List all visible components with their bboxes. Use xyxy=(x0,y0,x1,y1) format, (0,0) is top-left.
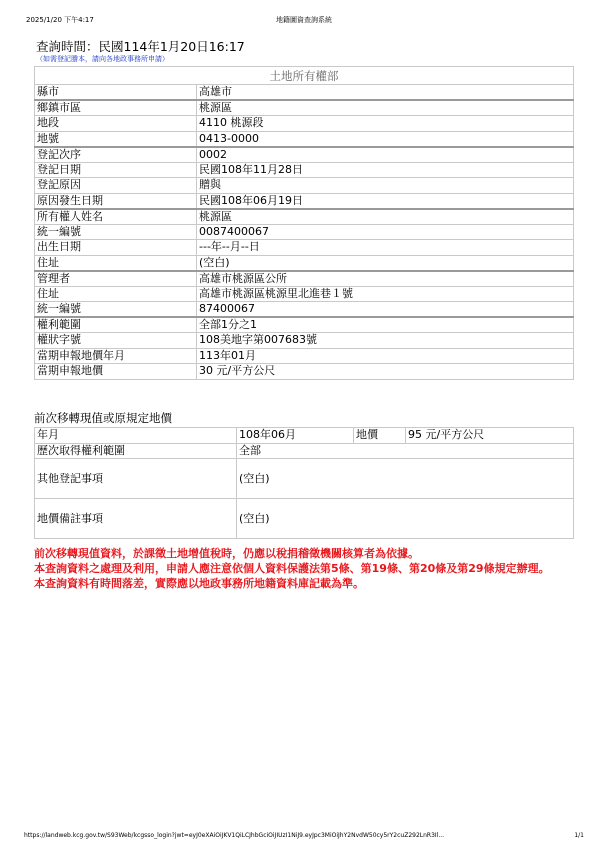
print-title: 地籍圖資查詢系統 xyxy=(276,16,332,24)
table-row xyxy=(35,240,574,256)
table-title: 土地所有權部 xyxy=(35,67,574,85)
row-value: 贈與 xyxy=(197,178,574,194)
row-value: 0002 xyxy=(197,147,574,163)
query-note: （如需登記謄本，請向各地政事務所申請） xyxy=(36,55,169,63)
row-label: 當期申報地價 xyxy=(35,364,197,380)
page-number: 1/1 xyxy=(574,832,584,839)
row-value: 民國108年06月19日 xyxy=(197,193,574,209)
table-row xyxy=(35,224,574,240)
year-month-value: 108年06月 xyxy=(237,428,354,444)
row-label: 登記日期 xyxy=(35,162,197,178)
price-value: 95 元/平方公尺 xyxy=(406,428,574,444)
table-row xyxy=(35,333,574,349)
row-label: 所有權人姓名 xyxy=(35,209,197,225)
notes xyxy=(34,546,574,591)
previous-transfer-title: 前次移轉現值或原規定地價 xyxy=(34,411,172,425)
table-row xyxy=(35,443,574,459)
row-label: 地段 xyxy=(35,116,197,132)
row-label: 權利範圍 xyxy=(35,317,197,333)
row-value: 全部1分之1 xyxy=(197,317,574,333)
query-time: 查詢時間：民國114年1月20日16:17 xyxy=(36,39,245,54)
row-value: 桃源區 xyxy=(197,100,574,116)
row-label: 統一編號 xyxy=(35,302,197,318)
table-row xyxy=(35,255,574,271)
row-label: 當期申報地價年月 xyxy=(35,348,197,364)
row-value: 民國108年11月28日 xyxy=(197,162,574,178)
table-row xyxy=(35,286,574,302)
row-label: 住址 xyxy=(35,255,197,271)
year-month-label: 年月 xyxy=(35,428,237,444)
row-value: 桃源區 xyxy=(197,209,574,225)
table-row xyxy=(35,348,574,364)
row-value: 4110 桃源段 xyxy=(197,116,574,132)
print-header xyxy=(26,15,582,27)
row-label: 登記原因 xyxy=(35,178,197,194)
row-value: 高雄市桃源區公所 xyxy=(197,271,574,287)
table-row xyxy=(35,364,574,380)
row-label: 出生日期 xyxy=(35,240,197,256)
row-value: 113年01月 xyxy=(197,348,574,364)
row-label: 住址 xyxy=(35,286,197,302)
table-row xyxy=(35,209,574,225)
previous-transfer-table xyxy=(34,427,574,539)
print-date: 2025/1/20 下午4:17 xyxy=(26,16,94,24)
note-tax: 前次移轉現值資料，於課徵土地增值稅時，仍應以稅捐稽徵機關核算者為依據。 xyxy=(34,547,419,560)
row-label: 管理者 xyxy=(35,271,197,287)
table-row xyxy=(35,85,574,101)
table-row xyxy=(35,147,574,163)
row-label: 原因發生日期 xyxy=(35,193,197,209)
row-label: 地號 xyxy=(35,131,197,147)
price-label: 地價 xyxy=(354,428,406,444)
print-url: https://landweb.kcg.gov.tw/S93Web/kcgsso_login?jwt=eyJ0eXAiOiJKV1QiLCJhbGciOiJIUzI1NiJ9.eyJpc3MiOiJhY2NvdW50cy5rY2cuZ292LnR3Il... xyxy=(24,832,445,839)
row-value: 0087400067 xyxy=(197,224,574,240)
row-value: 0413-0000 xyxy=(197,131,574,147)
table-row xyxy=(35,499,574,539)
table-row xyxy=(35,193,574,209)
rights-label: 歷次取得權利範圍 xyxy=(35,443,237,459)
other-registration-value: (空白) xyxy=(237,459,574,499)
table-row xyxy=(35,178,574,194)
other-registration-label: 其他登記事項 xyxy=(35,459,237,499)
table-row xyxy=(35,100,574,116)
table-row xyxy=(35,162,574,178)
table-row xyxy=(35,428,574,444)
row-value: 87400067 xyxy=(197,302,574,318)
row-value: 108美地字第007683號 xyxy=(197,333,574,349)
table-row xyxy=(35,317,574,333)
row-value: (空白) xyxy=(197,255,574,271)
note-time-lag: 本查詢資料有時間落差，實際應以地政事務所地籍資料庫記載為準。 xyxy=(34,577,364,590)
land-ownership-table xyxy=(34,66,574,380)
row-value: 高雄市桃源區桃源里北進巷１號 xyxy=(197,286,574,302)
row-value: 30 元/平方公尺 xyxy=(197,364,574,380)
table-row xyxy=(35,302,574,318)
row-label: 鄉鎮市區 xyxy=(35,100,197,116)
print-footer xyxy=(24,832,584,844)
price-remark-label: 地價備註事項 xyxy=(35,499,237,539)
table-row xyxy=(35,459,574,499)
price-remark-value: (空白) xyxy=(237,499,574,539)
rights-value: 全部 xyxy=(237,443,574,459)
table-row xyxy=(35,271,574,287)
row-label: 登記次序 xyxy=(35,147,197,163)
table-row xyxy=(35,116,574,132)
row-label: 權狀字號 xyxy=(35,333,197,349)
row-value: ---年--月--日 xyxy=(197,240,574,256)
row-label: 縣市 xyxy=(35,85,197,101)
table-row xyxy=(35,131,574,147)
note-privacy: 本查詢資料之處理及利用，申請人應注意依個人資料保護法第5條、第19條、第20條及第29條規定辦理。 xyxy=(34,562,550,575)
row-value: 高雄市 xyxy=(197,85,574,101)
row-label: 統一編號 xyxy=(35,224,197,240)
